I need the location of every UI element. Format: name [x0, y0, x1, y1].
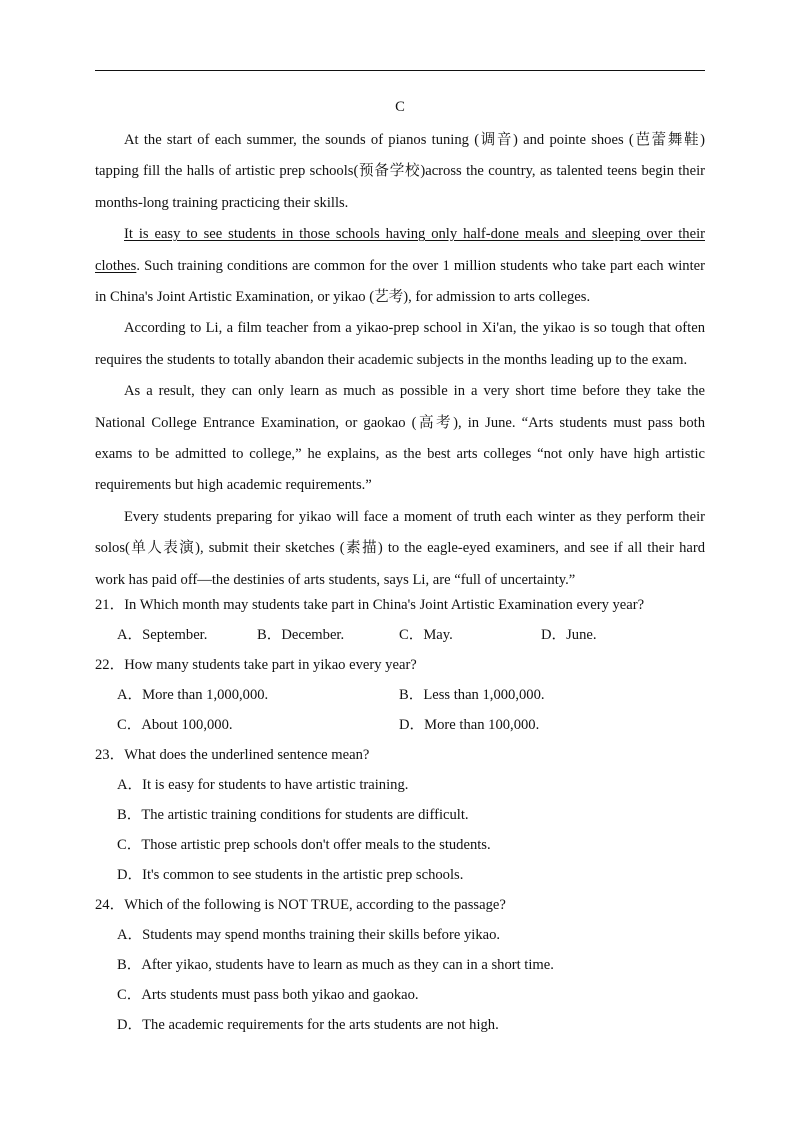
question-24-option-c[interactable]: C．Arts students must pass both yikao and gaokao. — [117, 987, 419, 1003]
section-heading: C — [395, 99, 405, 115]
question-23-stem: 23．What does the underlined sentence mean? — [95, 747, 370, 763]
question-21-option-a[interactable]: A．September. — [117, 627, 208, 643]
question-21-options — [95, 620, 715, 650]
question-24-option-d[interactable]: D．The academic requirements for the arts students are not high. — [117, 1017, 499, 1033]
question-22-option-b[interactable]: B．Less than 1,000,000. — [399, 687, 545, 703]
question-24-option-b[interactable]: B．After yikao, students have to learn as much as they can in a short time. — [117, 957, 554, 973]
question-list — [95, 590, 715, 1040]
question-22-options-row-2 — [95, 710, 715, 740]
reading-passage — [95, 125, 705, 596]
header-rule — [95, 70, 705, 71]
question-21-option-c[interactable]: C．May. — [399, 627, 453, 643]
question-21-option-b[interactable]: B．December. — [257, 627, 345, 643]
question-21-stem: 21．In Which month may students take part in China's Joint Artistic Examination every year? — [95, 597, 645, 613]
question-23-option-a[interactable]: A．It is easy for students to have artistic training. — [117, 777, 409, 793]
question-22-option-d[interactable]: D．More than 100,000. — [399, 717, 540, 733]
passage-paragraph-4: As a result, they can only learn as much as possible in a very short time before they take the National College Entrance Examination, or gaokao (高考), in June. “Arts students must pass both exams to be admitted to college,” he explains, as the best arts colleges “not only have high artistic requirements but high academic requirements.” — [95, 383, 705, 494]
question-22-option-a[interactable]: A．More than 1,000,000. — [117, 687, 269, 703]
question-24-option-a[interactable]: A．Students may spend months training their skills before yikao. — [117, 927, 501, 943]
paragraph-continuation: . Such training conditions are common for the over 1 million students who take part each winter in China's Joint Artistic Examination, or yikao (艺考), for admission to arts colleges. — [95, 257, 705, 306]
passage-paragraph-5: Every students preparing for yikao will face a moment of truth each winter as they perform their solos(单人表演), submit their sketches (素描) to the eagle-eyed examiners, and see if all their hard work has paid off—the destinies of arts students, says Li, are “full of uncertainty.” — [95, 508, 705, 588]
passage-paragraph-3: According to Li, a film teacher from a yikao-prep school in Xi'an, the yikao is so tough that often requires the students to totally abandon their academic subjects in the months leading up to the exam. — [95, 320, 705, 368]
question-22-option-c[interactable]: C．About 100,000. — [117, 717, 233, 733]
passage-paragraph-1: At the start of each summer, the sounds of pianos tuning (调音) and pointe shoes (芭蕾舞鞋) tapping fill the halls of artistic prep schools(预备学校)across the country, as talented teens begin their months-long training practicing their skills. — [95, 132, 705, 211]
question-23-option-b[interactable]: B．The artistic training conditions for students are difficult. — [117, 807, 469, 823]
question-23-option-d[interactable]: D．It's common to see students in the artistic prep schools. — [117, 867, 464, 883]
question-23-option-c[interactable]: C．Those artistic prep schools don't offer meals to the students. — [117, 837, 491, 853]
underlined-sentence: It is easy to see students in those schools having only half-done meals and sleeping over their clothes — [95, 226, 705, 274]
question-22-options-row-1 — [95, 680, 715, 710]
question-21-option-d[interactable]: D．June. — [541, 627, 597, 643]
question-24-stem: 24．Which of the following is NOT TRUE, according to the passage? — [95, 897, 506, 913]
question-22-stem: 22．How many students take part in yikao every year? — [95, 657, 417, 673]
passage-paragraph-2 — [95, 219, 705, 313]
